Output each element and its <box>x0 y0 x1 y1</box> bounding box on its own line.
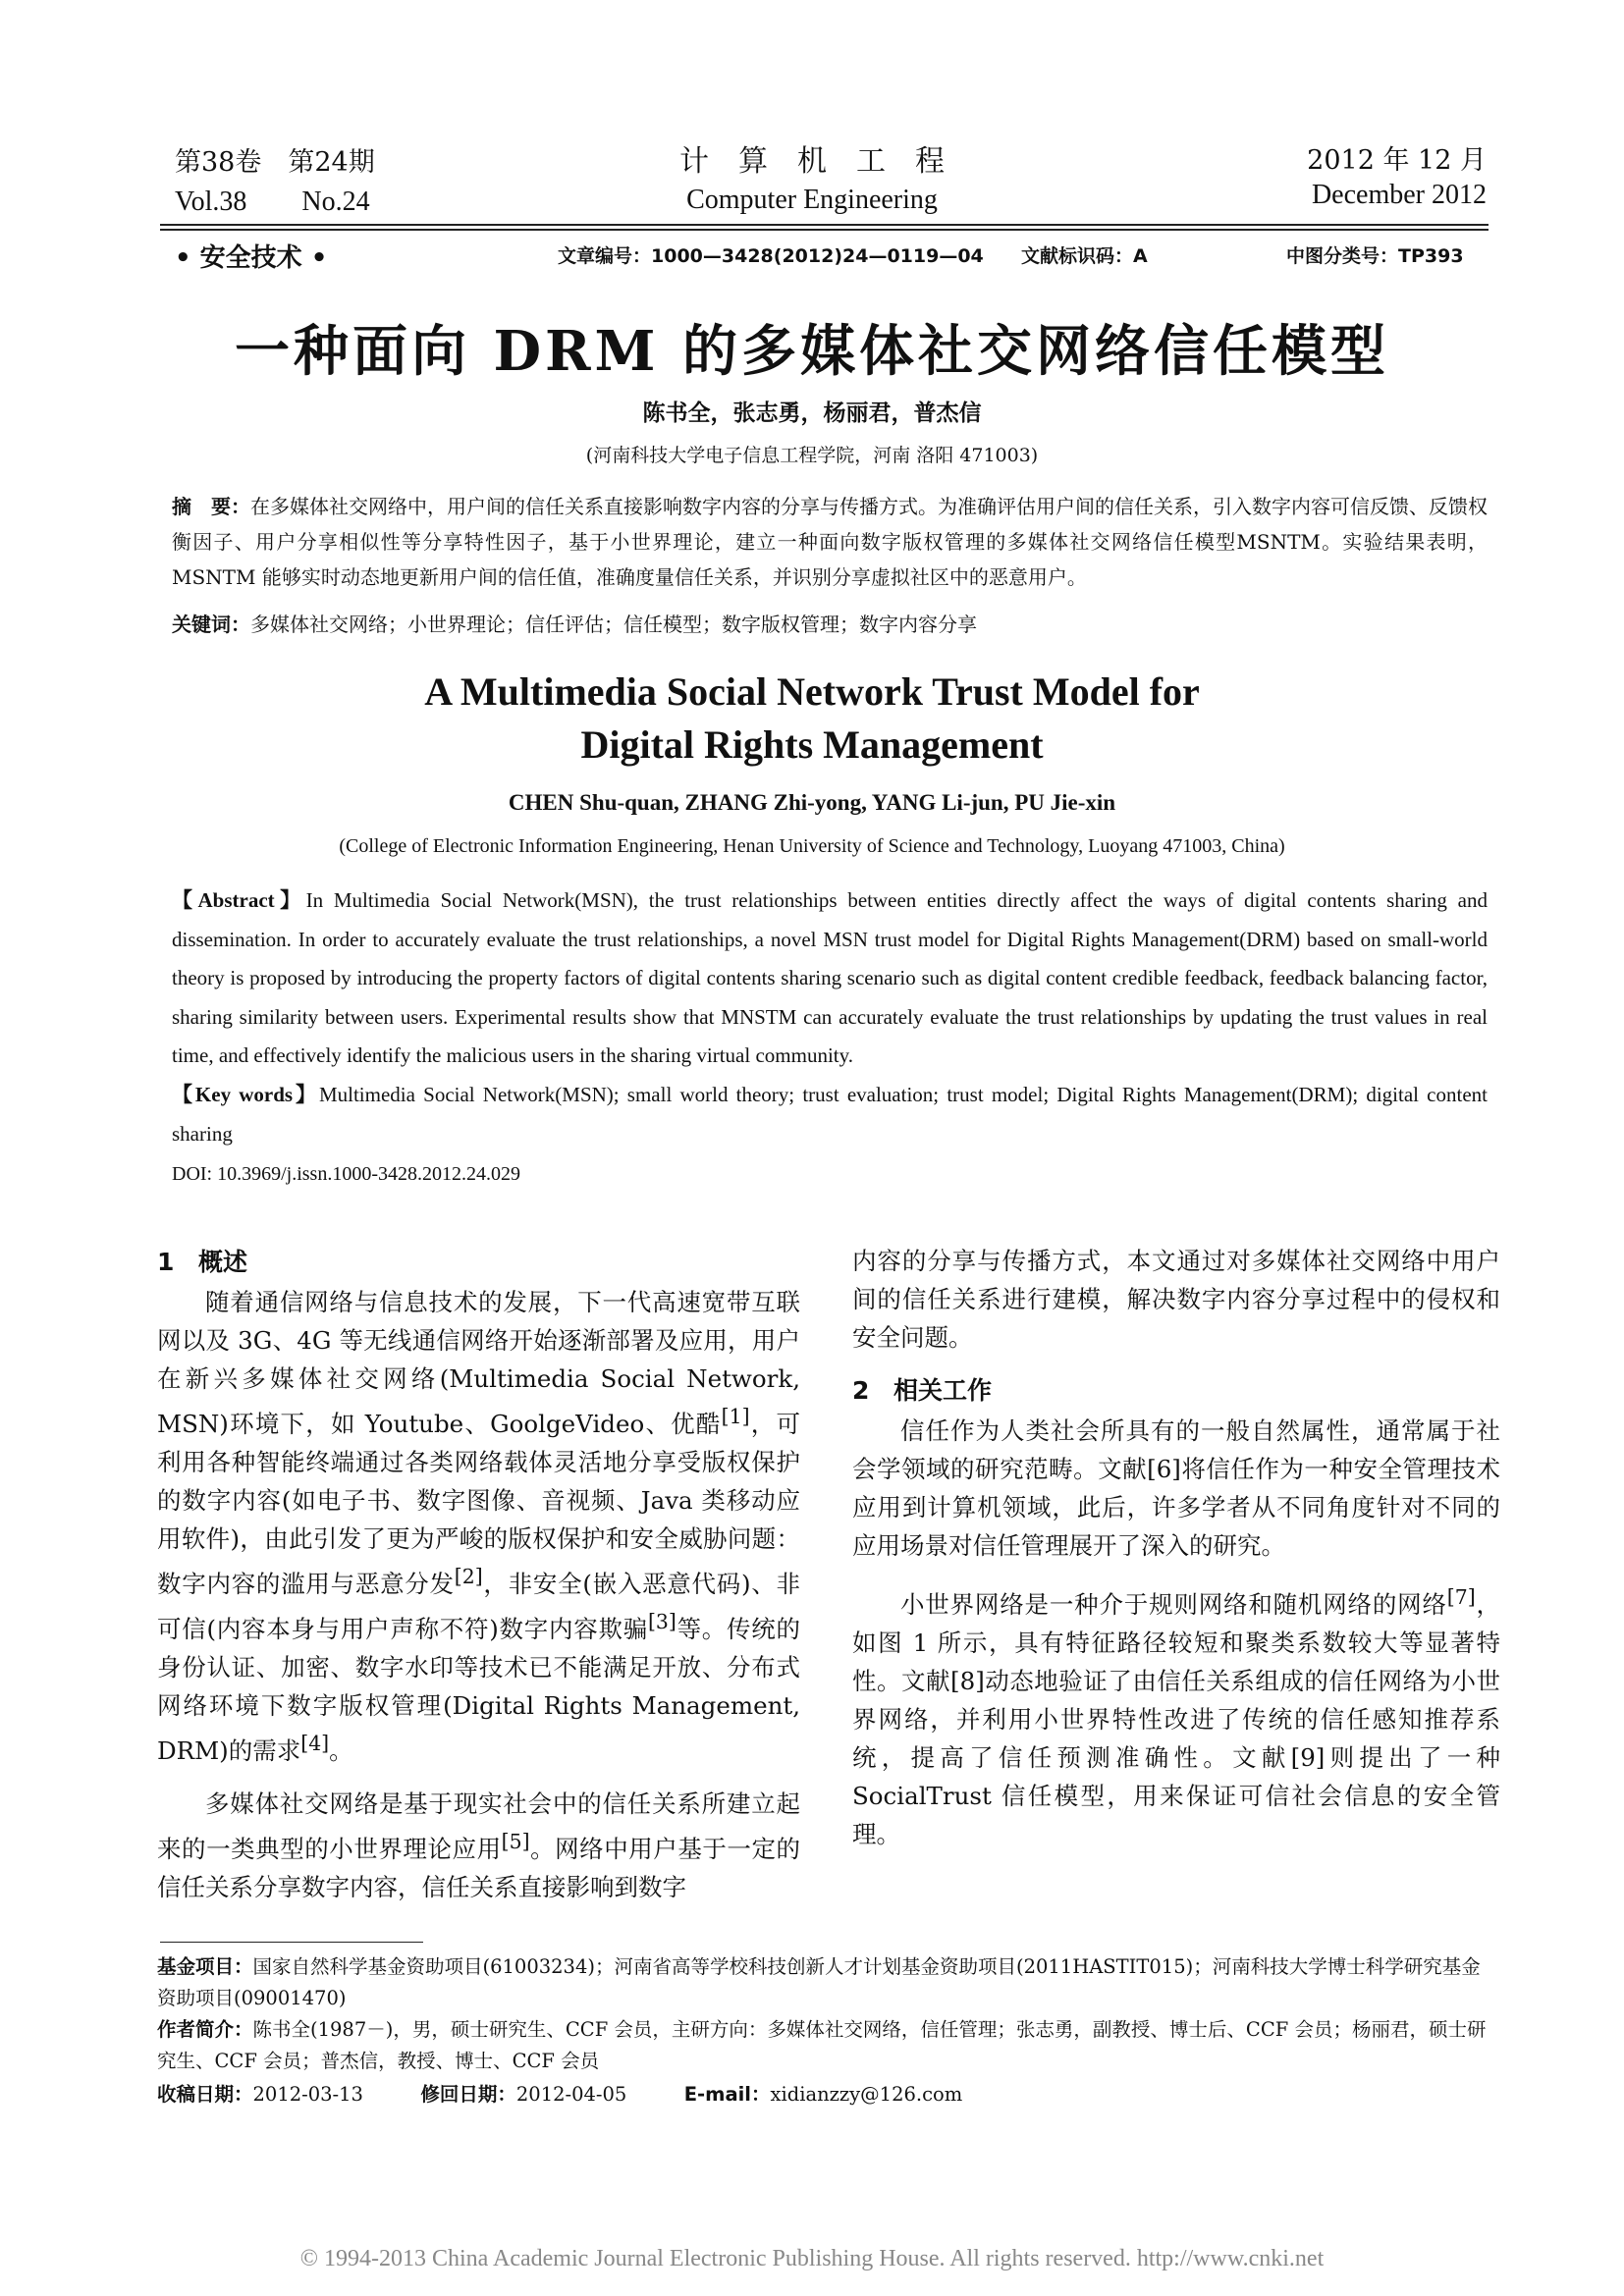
text-run: ，非安全(嵌入恶意代码)、非可信(内容本身与用户声称不符)数字内容欺骗 <box>157 1570 801 1644</box>
volume-issue-cn: 第38卷 第24期 <box>175 147 375 178</box>
abstract-en-label: 【Abstract】 <box>172 888 306 912</box>
header-rule-top <box>160 224 1489 226</box>
email-label: E-mail： <box>683 2083 771 2106</box>
body-column-right <box>852 1242 1500 1853</box>
section-2-number: 2 <box>852 1376 870 1405</box>
text-run: ，可利用各种智能终端通过各类网络载体灵活地分享受版权保护的数字内容(如电子书、数字图像、音视频、Java 类移动应用软件)，由此引发了更为严峻的版权保护和安全威胁问题：数字内容的滥用与恶意分发 <box>157 1410 801 1599</box>
revised-label: 修回日期： <box>420 2083 516 2106</box>
author-bio-label: 作者简介： <box>157 2018 253 2041</box>
abstract-cn-label: 摘 要： <box>172 495 250 518</box>
citation-3: [3] <box>647 1610 677 1634</box>
volume-issue-en: Vol.38 No.24 <box>175 187 370 217</box>
text-run: 等。传统的身份认证、加密、数字水印等技术已不能满足开放、分布式网络环境下数字版权管理(Digital Rights Management, DRM)的需求 <box>157 1615 800 1766</box>
section-1-heading <box>157 1242 800 1283</box>
date-cn: 2012 年 12 月 <box>1307 145 1487 176</box>
text-run: 。网络中用户基于一定的信任关系分享数字内容，信任关系直接影响到数字 <box>157 1834 801 1901</box>
email-address: xidianzzy@126.com <box>770 2083 963 2106</box>
date-en: December 2012 <box>1311 180 1487 210</box>
affiliation-cn: (河南科技大学电子信息工程学院，河南 洛阳 471003) <box>585 445 1039 466</box>
text-run: 。 <box>329 1736 353 1766</box>
article-number: 文章编号：1000—3428(2012)24—0119—04 <box>558 245 984 267</box>
keywords-cn-text: 多媒体社交网络；小世界理论；信任评估；信任模型；数字版权管理；数字内容分享 <box>250 613 977 636</box>
copyright-notice: © 1994-2013 China Academic Journal Electronic Publishing House. All rights reserved. http://www.cnki.net <box>299 2246 1325 2271</box>
text-run: 随着通信网络与信息技术的发展，下一代高速宽带互联网以及 3G、4G 等无线通信网络开始逐渐部署及应用，用户在新兴多媒体社交网络(Multimedia Social Network, MSN)环境下，如 Youtube、GoolgeVideo、优酷 <box>157 1288 800 1439</box>
classification-number: 中图分类号：TP393 <box>1286 245 1464 267</box>
section-1-number: 1 <box>157 1248 175 1276</box>
received-label: 收稿日期： <box>157 2083 253 2106</box>
citation-5: [5] <box>501 1829 530 1853</box>
abstract-en-text: In Multimedia Social Network(MSN), the trust relationships between entities directly affect the ways of digital contents sharing and dissemination. In order to accurately evaluate the trust relationships, a novel MSN trust model for Digital Rights Management(DRM) based on small-world theory is proposed by introducing the property factors of digital contents sharing scenario such as digital content credible feedback, feedback balancing factor, sharing similarity between users. Experimental results show that MNSTM can accurately evaluate the trust relationships by updating the trust values in real time, and effectively identify the malicious users in the sharing virtual community. <box>172 888 1488 1067</box>
section-2-heading <box>852 1370 1500 1412</box>
authors-en: CHEN Shu-quan, ZHANG Zhi-yong, YANG Li-jun, PU Jie-xin <box>508 790 1116 815</box>
body-column-left <box>157 1242 800 1906</box>
authors-cn: 陈书全，张志勇，杨丽君，普杰信 <box>642 400 982 426</box>
footnote-authors <box>157 2014 1497 2077</box>
received-date: 2012-03-13 <box>252 2083 363 2106</box>
title-en-line2: Digital Rights Management <box>580 722 1044 767</box>
keywords-en-label: 【Key words】 <box>172 1083 319 1106</box>
abstract-cn-text: 在多媒体社交网络中，用户间的信任关系直接影响数字内容的分享与传播方式。为准确评估用户间的信任关系，引入数字内容可信反馈、反馈权衡因子、用户分享相似性等分享特性因子，基于小世界理论，建立一种面向数字版权管理的多媒体社交网络信任模型MSNTM。实验结果表明，MSNTM 能够实时动态地更新用户间的信任值，准确度量信任关系，并识别分享虚拟社区中的恶意用户。 <box>172 495 1488 589</box>
section-2-paragraph-1: 信任作为人类社会所具有的一般自然属性，通常属于社会学领域的研究范畴。文献[6]将信任作为一种安全管理技术应用到计算机领域，此后，许多学者从不同角度针对不同的应用场景对信任管理展开了深入的研究。 <box>852 1416 1500 1560</box>
title-en <box>0 666 1624 772</box>
abstract-cn <box>172 489 1488 595</box>
affiliation-en: (College of Electronic Information Engineering, Henan University of Science and Technology, Luoyang 471003, China) <box>339 835 1285 857</box>
document-code: 文献标识码：A <box>1021 245 1148 267</box>
title-en-line1: A Multimedia Social Network Trust Model for <box>424 669 1200 714</box>
section-2-paragraph-2 <box>852 1578 1500 1853</box>
funding-label: 基金项目： <box>157 1955 253 1978</box>
section-1-paragraph-1 <box>157 1283 800 1771</box>
citation-4: [4] <box>300 1732 330 1756</box>
footnote-dates <box>157 2079 1497 2110</box>
keywords-cn <box>172 607 1488 642</box>
doi: DOI: 10.3969/j.issn.1000-3428.2012.24.029 <box>172 1163 520 1185</box>
section-1-paragraph-2-continued: 内容的分享与传播方式，本文通过对多媒体社交网络中用户间的信任关系进行建模，解决数字内容分享过程中的侵权和安全问题。 <box>852 1247 1500 1352</box>
journal-name-en: Computer Engineering <box>686 185 938 215</box>
keywords-en <box>172 1076 1488 1153</box>
text-run: ，如图 1 所示，具有特征路径较短和聚类系数较大等显著特性。文献[8]动态地验证了由信任关系组成的信任网络为小世界网络，并利用小世界特性改进了传统的信任感知推荐系统，提高了信任预测准确性。文献[9]则提出了一种 SocialTrust 信任模型，用来保证可信社会信息的安全管理。 <box>852 1590 1501 1849</box>
funding-text: 国家自然科学基金资助项目(61003234)；河南省高等学校科技创新人才计划基金资助项目(2011HASTIT015)；河南科技大学博士科学研究基金资助项目(09001470) <box>157 1955 1481 2009</box>
section-1-paragraph-2 <box>157 1785 800 1906</box>
journal-name-cn: 计 算 机 工 程 <box>679 144 945 179</box>
citation-2: [2] <box>454 1565 483 1589</box>
footnote-funding <box>157 1951 1497 2014</box>
keywords-en-text: Multimedia Social Network(MSN); small world theory; trust evaluation; trust model; Digital Rights Management(DRM); digital content sharing <box>172 1083 1488 1146</box>
text-run: 小世界网络是一种介于规则网络和随机网络的网络 <box>900 1590 1447 1620</box>
header-rule-bottom <box>160 229 1489 231</box>
title-cn: 一种面向 DRM 的多媒体社交网络信任模型 <box>234 319 1390 384</box>
keywords-cn-label: 关键词： <box>172 613 250 636</box>
section-1-title: 概述 <box>198 1248 248 1276</box>
footnote-rule <box>160 1942 423 1943</box>
abstract-en <box>172 881 1488 1076</box>
author-bio-text: 陈书全(1987－)，男，硕士研究生、CCF 会员，主研方向：多媒体社交网络，信任管理；张志勇，副教授、博士后、CCF 会员；杨丽君，硕士研究生、CCF 会员；普杰信，教授、博士、CCF 会员 <box>157 2018 1487 2072</box>
section-2-title: 相关工作 <box>893 1376 993 1405</box>
citation-7: [7] <box>1446 1585 1476 1609</box>
section-tag: • 安全技术 • <box>175 243 328 273</box>
citation-1: [1] <box>721 1405 750 1428</box>
revised-date: 2012-04-05 <box>515 2083 627 2106</box>
text-run: 多媒体社交网络是基于现实社会中的信任关系所建立起来的一类典型的小世界理论应用 <box>157 1789 800 1863</box>
